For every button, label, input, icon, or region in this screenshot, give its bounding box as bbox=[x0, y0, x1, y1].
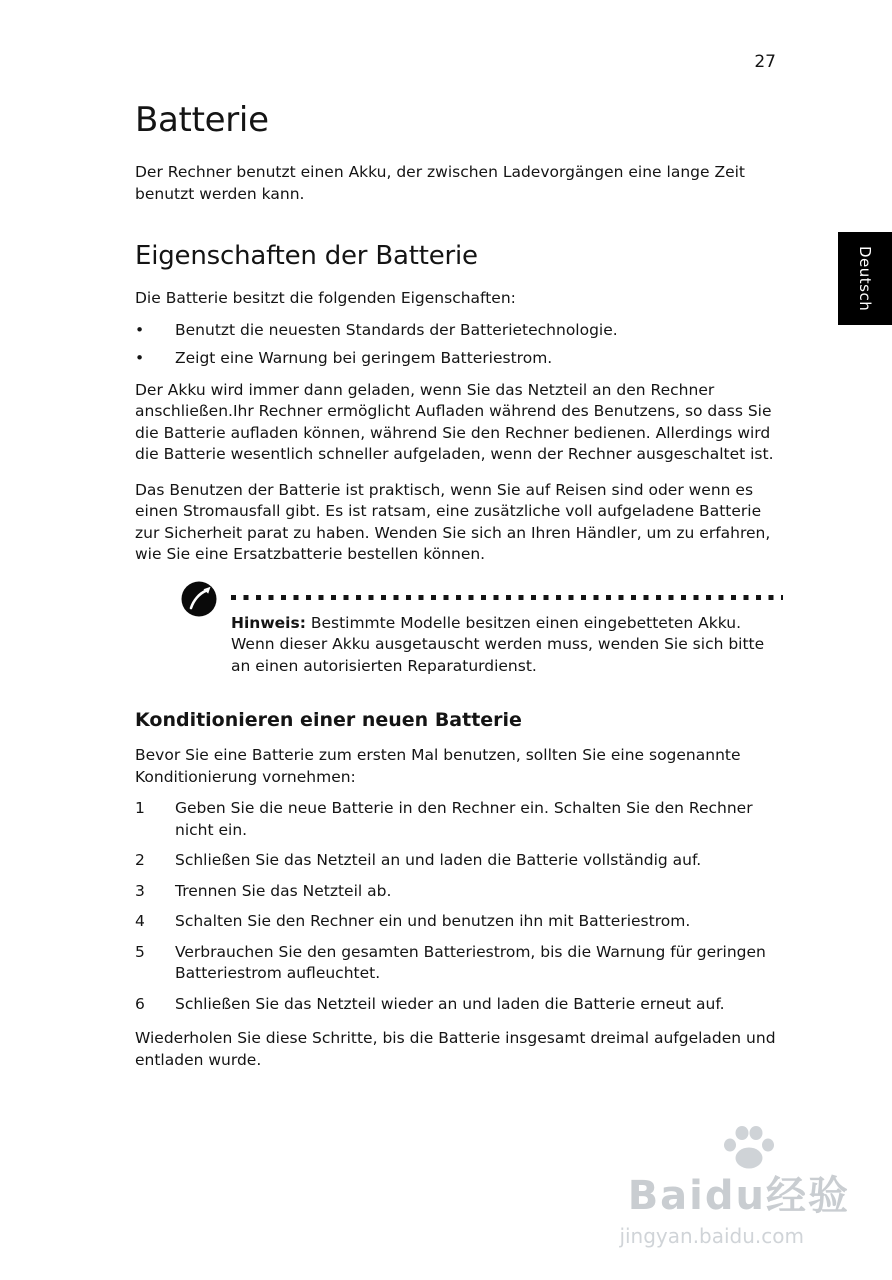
step-number: 6 bbox=[135, 994, 145, 1013]
watermark-url: jingyan.baidu.com bbox=[619, 1224, 804, 1248]
page-number: 27 bbox=[754, 52, 776, 72]
section-heading-features: Eigenschaften der Batterie bbox=[135, 241, 478, 271]
step-text: Verbrauchen Sie den gesamten Batteriestrom, bis die Warnung für geringen Batteriestrom aufleuchtet. bbox=[175, 942, 766, 982]
step-number: 3 bbox=[135, 881, 145, 900]
note-text bbox=[231, 613, 783, 678]
step-item bbox=[135, 850, 783, 872]
language-tab-deutsch: Deutsch bbox=[838, 232, 892, 325]
step-text: Schließen Sie das Netzteil an und laden die Batterie vollständig auf. bbox=[175, 851, 702, 869]
conditioning-closing: Wiederholen Sie diese Schritte, bis die Batterie insgesamt dreimal aufgeladen und entladen wurde. bbox=[135, 1029, 776, 1069]
step-item bbox=[135, 881, 783, 903]
step-text: Schließen Sie das Netzteil wieder an und laden die Batterie erneut auf. bbox=[175, 994, 725, 1013]
baidu-watermark bbox=[619, 1122, 850, 1248]
step-text: Geben Sie die neue Batterie in den Rechner ein. Schalten Sie den Rechner nicht ein. bbox=[175, 799, 753, 839]
step-item bbox=[135, 911, 783, 933]
note-body bbox=[231, 580, 783, 678]
watermark-brand: Baidu经验 bbox=[627, 1173, 850, 1219]
bullet-text: Zeigt eine Warnung bei geringem Batteriestrom. bbox=[175, 349, 553, 367]
page-title: Batterie bbox=[135, 100, 269, 140]
features-paragraph-1: Der Akku wird immer dann geladen, wenn Sie das Netzteil an den Rechner anschließen.Ihr Rechner ermöglicht Aufladen während des Benutzens, so dass Sie die Batterie aufladen können, während Sie den Rechner bedienen. Allerdings wird die Batterie wesentlich schneller aufgeladen, wenn der Rechner ausgeschaltet ist. bbox=[135, 380, 774, 463]
bullet-item bbox=[135, 348, 783, 370]
note-message: Bestimmte Modelle besitzen einen eingebetteten Akku. Wenn dieser Akku ausgetauscht werden muss, wenden Sie sich bitte an einen autorisierten Reparaturdienst. bbox=[231, 613, 765, 675]
step-number: 2 bbox=[135, 851, 145, 869]
step-text: Schalten Sie den Rechner ein und benutzen ihn mit Batteriestrom. bbox=[175, 912, 691, 930]
step-number: 1 bbox=[135, 799, 145, 817]
conditioning-lead: Bevor Sie eine Batterie zum ersten Mal benutzen, sollten Sie eine sogenannte Konditionierung vornehmen: bbox=[135, 746, 741, 786]
step-text: Trennen Sie das Netzteil ab. bbox=[175, 881, 392, 900]
bullet-marker: • bbox=[135, 320, 145, 339]
bullet-item bbox=[135, 320, 783, 342]
step-number: 4 bbox=[135, 912, 145, 930]
features-paragraph-2: Das Benutzen der Batterie ist praktisch, wenn Sie auf Reisen sind oder wenn es einen Stromausfall gibt. Es ist ratsam, eine zusätzliche voll aufgeladene Batterie zur Sicherheit parat zu haben. Wenden Sie sich an Ihren Händler, um zu erfahren, wie Sie eine Ersatzbatterie bestellen können. bbox=[135, 480, 771, 563]
step-item bbox=[135, 942, 783, 985]
dotted-divider bbox=[231, 595, 783, 600]
note-icon bbox=[180, 580, 218, 678]
note-label: Hinweis: bbox=[231, 613, 306, 632]
section-heading-conditioning: Konditionieren einer neuen Batterie bbox=[135, 709, 522, 731]
step-number: 5 bbox=[135, 942, 145, 961]
step-item bbox=[135, 994, 783, 1016]
page-content bbox=[135, 100, 783, 1071]
conditioning-steps bbox=[135, 798, 783, 1015]
note-block bbox=[135, 580, 783, 678]
step-item bbox=[135, 798, 783, 841]
bullet-text: Benutzt die neuesten Standards der Batterietechnologie. bbox=[175, 320, 618, 339]
intro-paragraph: Der Rechner benutzt einen Akku, der zwischen Ladevorgängen eine lange Zeit benutzt werden kann. bbox=[135, 163, 745, 203]
features-lead: Die Batterie besitzt die folgenden Eigenschaften: bbox=[135, 289, 516, 307]
bullet-marker: • bbox=[135, 349, 145, 367]
